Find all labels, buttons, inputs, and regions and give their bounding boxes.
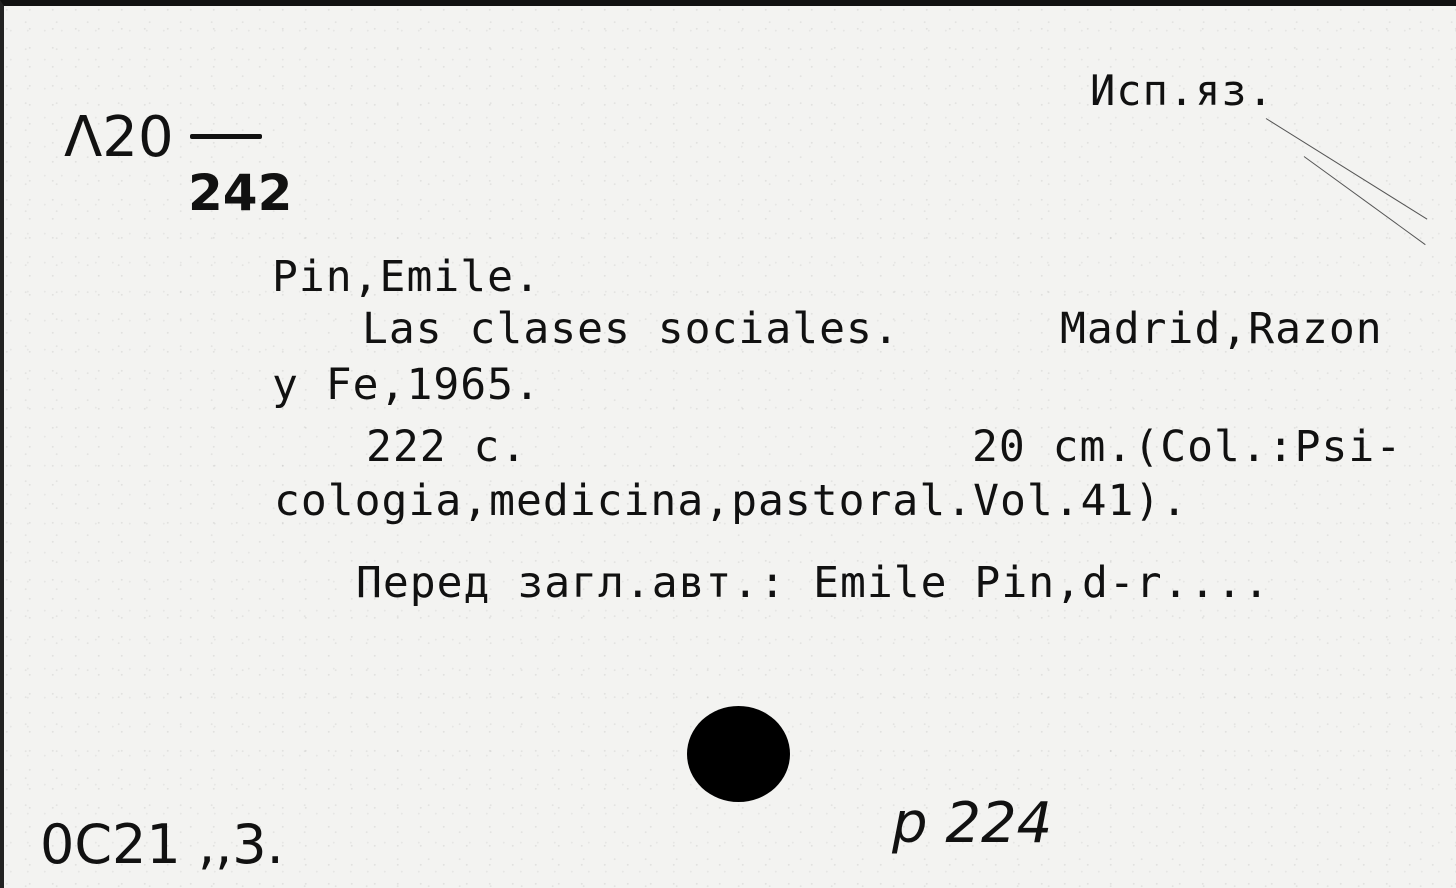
author-note: Перед загл.авт.: Emile Pin,d-r.... [356,558,1271,608]
scratch-mark [1266,118,1428,220]
punch-hole [687,706,790,802]
pages: 222 c. [366,422,528,472]
title-line: Las clases sociales. [362,304,900,354]
call-number-divider [190,134,262,139]
author-heading: Pin,Emile. [272,252,541,302]
bottom-center-mark: p 224 [892,791,1053,856]
dimensions-series: 20 cm.(Col.:Psi- [972,422,1403,472]
imprint-continuation: y Fe,1965. [272,360,541,410]
imprint-place-publisher: Madrid,Razon [1060,304,1383,354]
call-number-bottom: 242 [188,164,293,222]
bottom-left-mark: 0C21 ,,3. [40,813,284,876]
call-number-top: Λ20 [64,105,174,170]
scratch-mark [1304,156,1426,245]
language-note: Исп.яз. [1090,66,1275,115]
series-continuation: cologia,medicina,pastoral.Vol.41). [274,476,1189,526]
